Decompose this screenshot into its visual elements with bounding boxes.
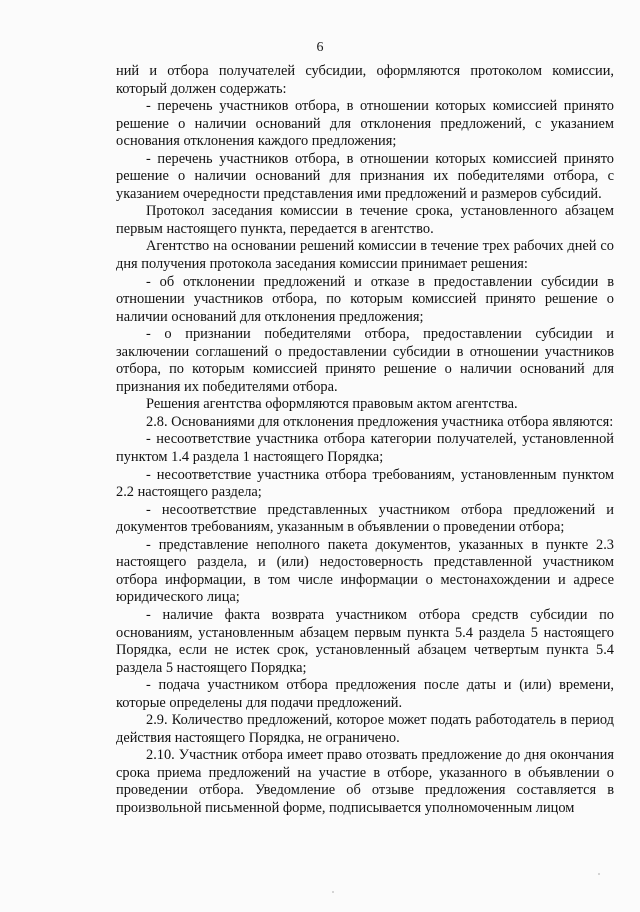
- paragraph-2-9: 2.9. Количество предложений, которое может подать работодатель в период действия настоящего Порядка, не ограничено.: [116, 712, 614, 746]
- list-item-winners-list: - перечень участников отбора, в отношении которых комиссией принято решение о наличии оснований для признания их победителями отбора, с указанием очередности представления ими предложений и размеров субсидий.: [116, 150, 614, 202]
- list-item-rejection-list: - перечень участников отбора, в отношении которых комиссией принято решение о наличии оснований для отклонения предложений, с указанием основания отклонения каждого предложения;: [116, 98, 614, 150]
- scan-speck: [332, 891, 334, 893]
- paragraph-2-10: 2.10. Участник отбора имеет право отозвать предложение до дня окончания срока приема предложений на участие в отборе, указанного в объявлении о проведении отбора. Уведомление об отзыве предложения составляется в произвольной письменной форме, подписывается уполномоченным лицом: [116, 747, 614, 816]
- list-item-incomplete-package: - представление неполного пакета документов, указанных в пункте 2.3 настоящего раздела, и (или) недостоверность представленной участником отбора информации, в том числе информации о местонахождении и адресе юридического лица;: [116, 536, 614, 606]
- page-number: 6: [316, 40, 324, 55]
- list-item-category-mismatch: - несоответствие участника отбора категории получателей, установленной пунктом 1.4 раздела 1 настоящего Порядка;: [116, 431, 614, 466]
- list-item-late-submission: - подача участником отбора предложения после даты и (или) времени, которые определены для подачи предложений.: [116, 677, 614, 711]
- scan-speck: [598, 873, 600, 875]
- document-body: [116, 63, 614, 818]
- paragraph-legal-act: Решения агентства оформляются правовым актом агентства.: [146, 396, 518, 413]
- paragraph-protocol-transfer: Протокол заседания комиссии в течение срока, установленного абзацем первым настоящего пункта, передается в агентство.: [116, 203, 614, 237]
- paragraph-2-8-heading: 2.8. Основаниями для отклонения предложения участника отбора являются:: [146, 413, 614, 430]
- list-item-subsidy-return: - наличие факта возврата участником отбора средств субсидии по основаниям, установленным абзацем первым пункта 5.4 раздела 5 настоящего Порядка, если не истек срок, установленный абзацем четвертым пункта 5.4 раздела 5 настоящего Порядка;: [116, 606, 614, 676]
- list-item-documents-mismatch: - несоответствие представленных участником отбора предложений и документов требованиям, указанным в объявлении о проведении отбора;: [116, 501, 614, 536]
- list-item-rejection-decision: - об отклонении предложений и отказе в предоставлении субсидии в отношении участников отбора, по которым комиссией принято решение о наличии оснований для отклонения предложения;: [116, 273, 614, 325]
- paragraph-continued: ний и отбора получателей субсидии, оформляются протоколом комиссии, который должен содержать:: [116, 63, 614, 97]
- list-item-requirements-mismatch: - несоответствие участника отбора требованиям, установленным пунктом 2.2 настоящего раздела;: [116, 466, 614, 501]
- paragraph-agency-decisions: Агентство на основании решений комиссии в течение трех рабочих дней со дня получения протокола заседания комиссии принимает решения:: [116, 238, 614, 273]
- list-item-winner-decision: - о признании победителями отбора, предоставлении субсидии и заключении соглашений о предоставлении субсидии в отношении участников отбора, по которым комиссией принято решение о наличии оснований для признания их победителями отбора.: [116, 326, 614, 395]
